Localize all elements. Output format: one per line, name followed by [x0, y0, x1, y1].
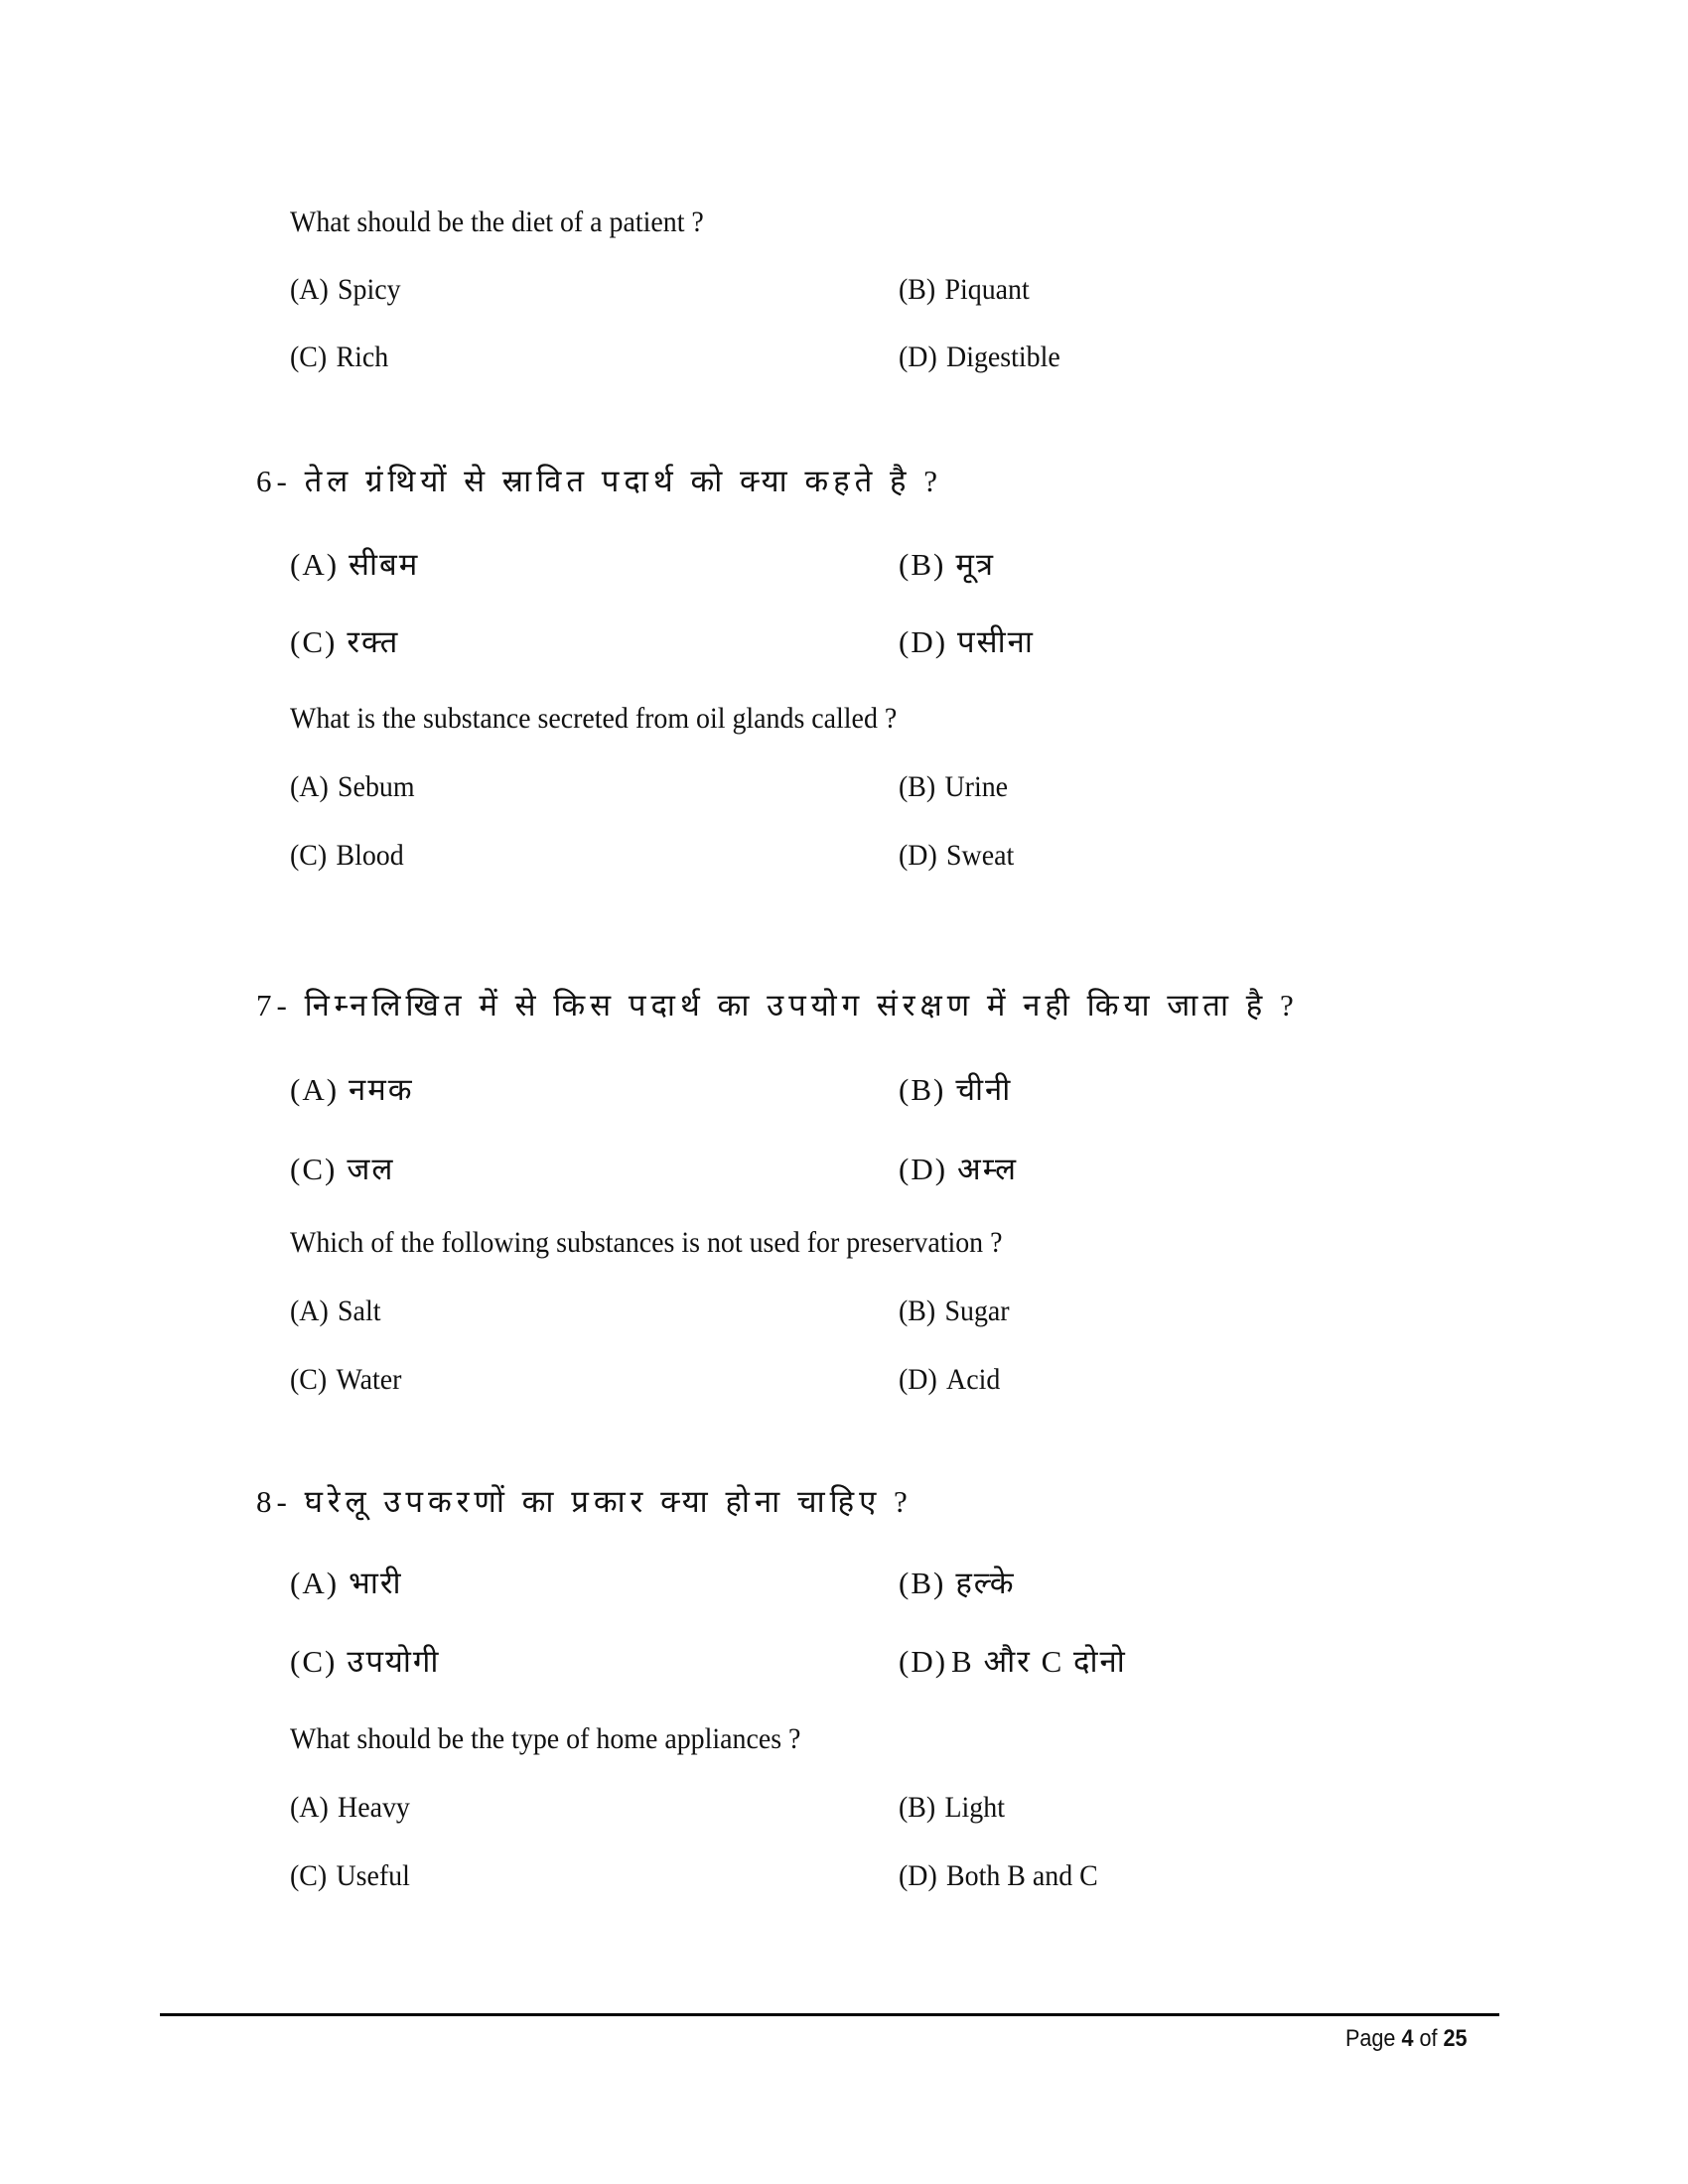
q7-hindi-question — [256, 988, 1299, 1024]
q7-english-option-c — [290, 1362, 401, 1398]
page-number — [1345, 2025, 1468, 2053]
option-label: (D) — [899, 1859, 937, 1892]
option-label: (A) — [290, 1791, 329, 1824]
option-label: (D) — [899, 839, 937, 872]
q7-hindi-option-b — [899, 1072, 1012, 1108]
option-label: (C) — [290, 839, 328, 872]
option-text: Rich — [336, 341, 389, 373]
question-number: 8- — [256, 1484, 292, 1519]
q6-hindi-question — [256, 464, 942, 499]
option-text: चीनी — [955, 1072, 1013, 1107]
question-text: घरेलू उपकरणों का प्रकार क्या होना चाहिए ? — [304, 1484, 913, 1519]
option-label: (D) — [899, 624, 948, 659]
q5-english-option-d — [899, 340, 1060, 375]
q6-english-option-b — [899, 769, 1008, 805]
option-label: (B) — [899, 1566, 946, 1600]
option-label: (A) — [290, 547, 340, 582]
q6-english-option-d — [899, 838, 1014, 874]
option-text: मूत्र — [955, 547, 995, 582]
q8-english-question: What should be the type of home appliances ? — [290, 1722, 801, 1755]
q5-english-option-a — [290, 272, 401, 308]
q8-hindi-option-b — [899, 1566, 1016, 1601]
option-text: नमक — [349, 1072, 414, 1107]
option-text: रक्त — [347, 624, 400, 659]
q6-english-option-c — [290, 838, 404, 874]
option-text: पसीना — [957, 624, 1035, 659]
option-label: (B) — [899, 547, 946, 582]
q6-hindi-option-d — [899, 624, 1035, 660]
of-word: of — [1419, 2025, 1438, 2052]
option-label: (C) — [290, 1644, 338, 1679]
q6-hindi-option-a — [290, 547, 419, 583]
q7-english-question: Which of the following substances is not used for preservation ? — [290, 1226, 1003, 1259]
option-label: (A) — [290, 770, 329, 803]
option-text: Salt — [338, 1295, 381, 1327]
question-text: तेल ग्रंथियों से स्रावित पदार्थ को क्या कहते है ? — [304, 464, 943, 498]
option-text: Heavy — [338, 1791, 410, 1824]
option-text: Sweat — [946, 839, 1015, 872]
option-label: (B) — [899, 770, 936, 803]
option-text: Piquant — [944, 273, 1030, 306]
option-label: (C) — [290, 341, 328, 373]
option-text: सीबम — [349, 547, 420, 582]
q6-english-question: What is the substance secreted from oil glands called ? — [290, 702, 898, 735]
option-text: उपयोगी — [347, 1644, 441, 1679]
option-label: (D) — [899, 1644, 948, 1679]
option-label: (C) — [290, 1152, 338, 1186]
q5-english-option-c — [290, 340, 388, 375]
option-text: Sugar — [944, 1295, 1010, 1327]
current-page: 4 — [1401, 2025, 1414, 2052]
option-label: (A) — [290, 1072, 340, 1107]
option-text: Useful — [336, 1859, 410, 1892]
option-label: (B) — [899, 1072, 946, 1107]
total-pages: 25 — [1443, 2025, 1468, 2052]
option-text: Blood — [336, 839, 404, 872]
option-text: Digestible — [946, 341, 1060, 373]
option-text: Both B and C — [946, 1859, 1098, 1892]
q7-hindi-option-d — [899, 1152, 1018, 1187]
option-label: (D) — [899, 1152, 948, 1186]
option-text: जल — [347, 1152, 395, 1186]
q7-hindi-option-c — [290, 1152, 394, 1187]
q6-hindi-option-b — [899, 547, 995, 583]
q8-english-option-c — [290, 1858, 410, 1894]
option-text: Spicy — [338, 273, 401, 306]
q6-english-option-a — [290, 769, 415, 805]
q8-hindi-option-a — [290, 1566, 403, 1601]
option-text: भारी — [349, 1566, 403, 1600]
q8-english-option-a — [290, 1790, 410, 1826]
footer-divider — [160, 2013, 1499, 2016]
option-label: (C) — [290, 1363, 328, 1396]
q7-hindi-option-a — [290, 1072, 414, 1108]
q8-hindi-option-c — [290, 1644, 440, 1680]
option-text: Sebum — [338, 770, 415, 803]
q8-english-option-b — [899, 1790, 1005, 1826]
option-label: (C) — [290, 624, 338, 659]
q6-hindi-option-c — [290, 624, 399, 660]
option-text: B और C दोनो — [951, 1644, 1127, 1679]
option-text: Water — [336, 1363, 402, 1396]
option-label: (A) — [290, 1566, 340, 1600]
option-text: Light — [944, 1791, 1005, 1824]
option-text: Urine — [944, 770, 1009, 803]
question-text: निम्नलिखित में से किस पदार्थ का उपयोग संरक्षण में नही किया जाता है ? — [304, 988, 1299, 1023]
option-label: (C) — [290, 1859, 328, 1892]
q7-english-option-a — [290, 1294, 380, 1329]
option-text: हल्के — [955, 1566, 1016, 1600]
option-label: (B) — [899, 273, 936, 306]
option-label: (D) — [899, 1363, 937, 1396]
option-label: (A) — [290, 1295, 329, 1327]
q8-hindi-question — [256, 1484, 913, 1520]
page-word: Page — [1345, 2025, 1396, 2052]
option-label: (B) — [899, 1295, 936, 1327]
question-number: 7- — [256, 988, 292, 1023]
q5-english-question: What should be the diet of a patient ? — [290, 205, 704, 238]
option-label: (D) — [899, 341, 937, 373]
q5-english-option-b — [899, 272, 1030, 308]
option-label: (B) — [899, 1791, 936, 1824]
q8-english-option-d — [899, 1858, 1098, 1894]
option-label: (A) — [290, 273, 329, 306]
option-text: Acid — [946, 1363, 1001, 1396]
question-number: 6- — [256, 464, 292, 498]
q8-hindi-option-d — [899, 1644, 1127, 1680]
q7-english-option-d — [899, 1362, 1000, 1398]
option-text: अम्ल — [957, 1152, 1018, 1186]
q7-english-option-b — [899, 1294, 1010, 1329]
